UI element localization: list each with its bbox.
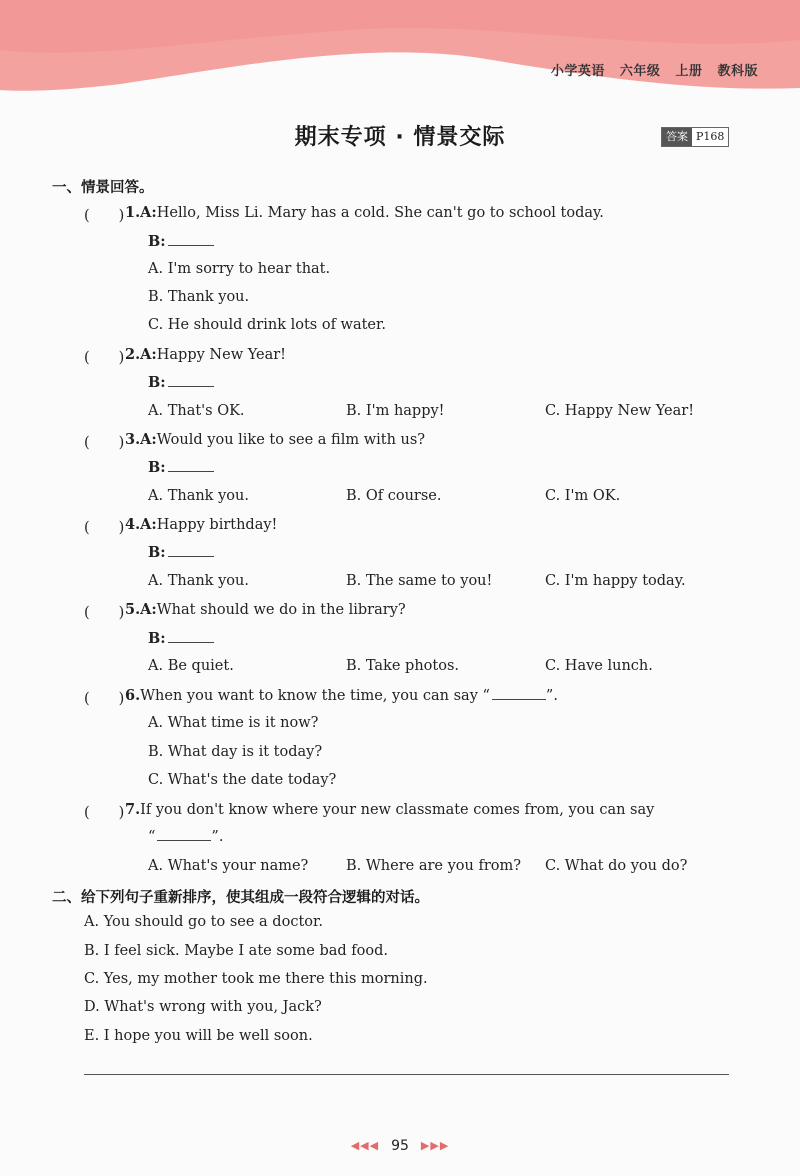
- response-line: B:: [148, 544, 214, 561]
- option: B. I'm happy!: [346, 403, 445, 419]
- subject-label: 小学英语: [550, 64, 605, 79]
- option: C. What's the date today?: [148, 772, 337, 788]
- grade-label: 六年级: [619, 64, 661, 79]
- section2-heading: 二、给下列句子重新排序，使其组成一段符合逻辑的对话。: [52, 890, 429, 906]
- dialogue-sentence: A. You should go to see a doctor.: [84, 914, 323, 930]
- question-3: 3.A:Would you like to see a film with us?: [125, 431, 426, 448]
- section1-heading: 一、情景回答。: [52, 180, 154, 196]
- option: C. He should drink lots of water.: [148, 317, 386, 333]
- option: A. I'm sorry to hear that.: [148, 261, 331, 277]
- answer-paren[interactable]: ( ): [84, 605, 125, 621]
- answer-page: P168: [692, 128, 728, 146]
- page-number: 95: [391, 1138, 409, 1154]
- question-7: 7.If you don't know where your new classmate comes from, you can say: [125, 801, 655, 818]
- option: C. Have lunch.: [545, 658, 653, 674]
- option: B. Where are you from?: [346, 858, 522, 874]
- option: A. What time is it now?: [148, 715, 319, 731]
- response-line: B:: [148, 459, 214, 476]
- answer-paren[interactable]: ( ): [84, 691, 125, 707]
- option: A. Thank you.: [148, 488, 249, 504]
- question-4: 4.A:Happy birthday!: [125, 516, 278, 533]
- volume-label: 上册: [675, 64, 703, 79]
- header-band: [0, 0, 800, 100]
- edition-label: 教科版: [717, 64, 758, 79]
- answer-paren[interactable]: ( ): [84, 350, 125, 366]
- question-5: 5.A:What should we do in the library?: [125, 601, 406, 618]
- dialogue-sentence: D. What's wrong with you, Jack?: [84, 999, 322, 1015]
- answer-paren[interactable]: ( ): [84, 520, 125, 536]
- option: A. Be quiet.: [148, 658, 234, 674]
- option: B. Thank you.: [148, 289, 250, 305]
- response-line: B:: [148, 233, 214, 250]
- question-7-continued: “ ”.: [148, 829, 224, 845]
- option: B. Of course.: [346, 488, 442, 504]
- option: C. What do you do?: [545, 858, 688, 874]
- answer-blank[interactable]: [492, 698, 546, 700]
- dialogue-sentence: B. I feel sick. Maybe I ate some bad food.: [84, 943, 388, 959]
- option: C. I'm OK.: [545, 488, 621, 504]
- answer-blank[interactable]: [157, 839, 211, 841]
- answer-writing-line[interactable]: [84, 1074, 729, 1075]
- answer-paren[interactable]: ( ): [84, 208, 125, 224]
- response-line: B:: [148, 630, 214, 647]
- answer-blank[interactable]: [168, 244, 214, 246]
- option: B. What day is it today?: [148, 744, 323, 760]
- answer-blank[interactable]: [168, 555, 214, 557]
- dialogue-sentence: C. Yes, my mother took me there this morning.: [84, 971, 428, 987]
- page-footer: [0, 1138, 800, 1154]
- answer-blank[interactable]: [168, 641, 214, 643]
- response-line: B:: [148, 374, 214, 391]
- answer-blank[interactable]: [168, 470, 214, 472]
- option: A. Thank you.: [148, 573, 249, 589]
- book-info: [541, 60, 758, 79]
- answer-paren[interactable]: ( ): [84, 435, 125, 451]
- option: A. That's OK.: [148, 403, 245, 419]
- next-arrows-icon: ▶▶▶: [420, 1139, 450, 1152]
- question-1: 1.A:Hello, Miss Li. Mary has a cold. She can't go to school today.: [125, 204, 604, 221]
- dialogue-sentence: E. I hope you will be well soon.: [84, 1028, 313, 1044]
- answer-label: 答案: [662, 128, 692, 146]
- prev-arrows-icon: ◀◀◀: [350, 1139, 380, 1152]
- page-title: 期末专项 · 情景交际: [294, 125, 506, 150]
- question-6: 6.When you want to know the time, you can say “ ”.: [125, 687, 558, 704]
- question-2: 2.A:Happy New Year!: [125, 346, 287, 363]
- option: B. The same to you!: [346, 573, 493, 589]
- option: C. I'm happy today.: [545, 573, 686, 589]
- answer-reference: [661, 127, 729, 147]
- answer-blank[interactable]: [168, 385, 214, 387]
- option: C. Happy New Year!: [545, 403, 695, 419]
- answer-paren[interactable]: ( ): [84, 805, 125, 821]
- option: B. Take photos.: [346, 658, 459, 674]
- option: A. What's your name?: [148, 858, 309, 874]
